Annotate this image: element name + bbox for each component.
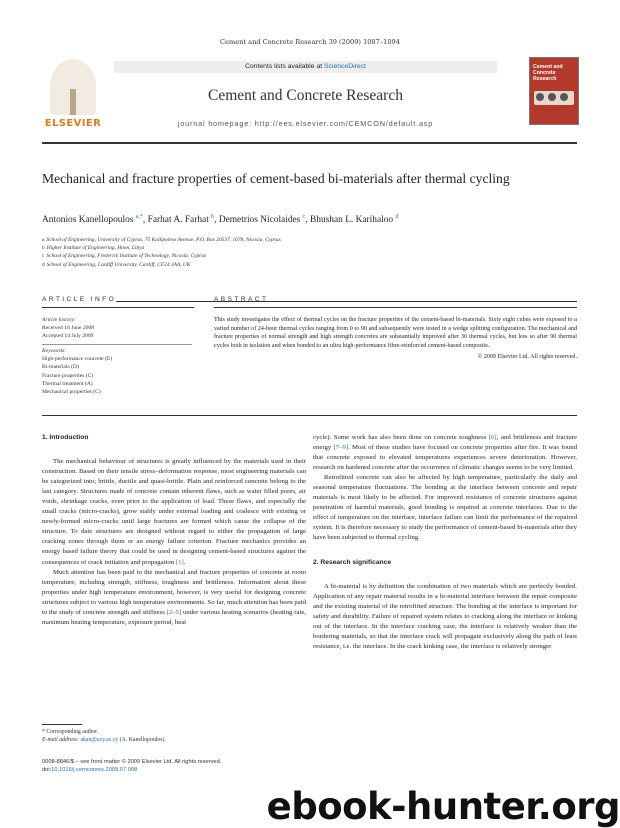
publication-info <box>42 758 342 774</box>
citation-link[interactable]: [6] <box>488 434 497 441</box>
paragraph-text: cycle). Some work has also been done on concrete toughness <box>313 434 489 441</box>
section-heading: 1. Introduction <box>42 434 89 441</box>
affiliation-sup: a <box>42 237 45 243</box>
email-label: E-mail address: <box>42 737 81 743</box>
keyword-item: Bi-materials (D) <box>42 364 79 371</box>
author-list <box>42 214 577 225</box>
author-sup[interactable]: a,* <box>135 214 143 220</box>
article-info <box>42 316 192 396</box>
section-heading: 2. Research significance <box>313 558 392 566</box>
accepted-date: Accepted 14 July 2009 <box>42 333 94 340</box>
body-rule <box>42 415 577 416</box>
cover-dots-icon <box>536 93 544 101</box>
author-name[interactable]: , Demetrios Nicolaides <box>214 215 303 226</box>
copyright: © 2009 Elsevier Ltd. All rights reserved. <box>477 354 577 360</box>
info-sub-rule <box>42 307 194 308</box>
affiliation-item <box>42 252 577 260</box>
email-link[interactable]: akan@ucy.ac.cy <box>80 737 119 743</box>
affiliation-sup: b <box>42 245 45 252</box>
sciencedirect-link[interactable]: ScienceDirect <box>324 63 366 70</box>
header-rule <box>42 142 577 144</box>
abstract-heading: ABSTRACT <box>214 296 269 303</box>
author-name[interactable]: , Bhushan L. Karihaloo <box>305 215 396 226</box>
keywords-divider <box>42 344 192 345</box>
keywords-label: Keywords: <box>42 348 67 355</box>
author-sup[interactable]: d <box>395 214 399 220</box>
paragraph-text: , and brittleness and fracture energy <box>313 434 578 452</box>
elsevier-logo[interactable] <box>42 57 104 135</box>
author-sup[interactable]: b <box>211 214 215 220</box>
issn-line: 0008-8846/$ – see front matter © 2009 Elsevier Ltd. All rights reserved. <box>42 759 222 765</box>
affiliation-item <box>42 244 577 252</box>
doi-link[interactable]: 10.1016/j.cemconres.2009.07.008 <box>51 767 138 773</box>
keyword-item: Fracture properties (C) <box>42 372 94 379</box>
corresponding-author: * Corresponding author. <box>42 729 99 735</box>
article-title: Mechanical and fracture properties of cement-based bi-materials after thermal cycling <box>42 171 510 186</box>
affiliation-item <box>42 261 577 269</box>
citation-link[interactable]: [1] <box>175 558 184 566</box>
affiliation-text: School of Engineering, Cardiff University, Cardiff, CF24 3AA, UK <box>46 261 191 268</box>
journal-header <box>42 57 577 139</box>
footnote-rule <box>42 724 82 725</box>
publisher-name: ELSEVIER <box>44 118 102 129</box>
affiliation-item <box>42 236 577 244</box>
journal-homepage-link[interactable]: journal homepage: http://ees.elsevier.com/CEMCON/default.asp <box>177 119 434 128</box>
doi-line <box>42 766 342 774</box>
keyword-item: Thermal treatment (A) <box>42 380 93 387</box>
running-head: Cement and Concrete Research 39 (2009) 1087–1094 <box>220 38 400 46</box>
contents-band <box>114 61 497 73</box>
affiliation-text: Higher Institute of Engineering, Hoon, Libya <box>46 245 145 252</box>
affiliation-text: School of Engineering, Frederick Institute of Technology, Nicosia, Cyprus <box>46 253 207 260</box>
watermark: ebook-hunter.org <box>266 785 620 828</box>
email-line <box>42 736 292 744</box>
paragraph-text: Much attention has been paid to the mechanical and fracture properties of concrete at room temperature, including strength, stiffness, toughness and brittleness. Information about these properties under high temperature environment, however, is very useful for designing concrete structures subject to various high temperature environments. So far, much attention has been paid to the study of concrete strength and stiffness <box>42 568 306 616</box>
info-rule <box>42 301 577 302</box>
paragraph: A bi-material is by definition the combination of two materials which are perfectly bonded. Application of any repair material results in a bi-material interface between the repair composite and the existing material of the retrofitted structure. The bonding at the interface is important for safety and durability. Failure of repaired system relates to cracking along the interface or kinking out of the interface. In the interface cracking case, the interface is relatively weaker than the bordering materials, so that the interface crack will propagate exclusively along the path of least resistance, i.e. the interface. In the crack kinking case, the interface is relatively stronger <box>313 582 577 650</box>
tree-icon <box>50 59 96 115</box>
abstract-text: This study investigates the effect of thermal cycles on the fracture properties of the cement-based bi-materials. Sixty eight cubes were exposed to a varied number of 24-hour thermal cycles ranging from 0 to 90 and subsequently were tested in a wedge splitting configuration. The mechanical and fracture properties of normal strength and high strength concretes are substantially improved after 30 thermal cycles, but less so after 90 thermal cycles both in isolation and when bonded to an ultra high-performance fibre-reinforced cement-based composite. <box>214 317 577 349</box>
affiliation-sup: c <box>42 253 45 260</box>
history-label: Article history: <box>42 317 77 323</box>
keyword-item: High-performance concrete (E) <box>42 356 113 363</box>
citation-link[interactable]: [7–9] <box>333 444 349 452</box>
affiliations <box>42 236 577 269</box>
received-date: Received 16 June 2008 <box>42 325 95 332</box>
cover-title: Cement and Concrete Research <box>533 64 563 82</box>
paragraph: The mechanical behaviour of structures is greatly influenced by the materials used in their construction. Based on their tensile stress–deformation response, most engineering materials can be categorized into; brittle, ductile and quasi-brittle. Plain and reinforced concrete belong to the last category. Structures made of concrete contain inherent flaws, such as water filled pores, air voids, shrinkage cracks, even prior to the application of load. These flaws, and especially the small cracks (micro-cracks), grow stably under external loading and coalesce with existing or newly-formed micro-cracks until large fractures are formed which cause the collapse of the structure. To date structures are designed without regard to either the propagation of large cracking zones through them or an energy failure criterion. Fracture mechanics provides an energy based failure theory that could be used in designing cement-based structures against the consequences of crack initiation and propagation [1]. <box>42 458 306 566</box>
abstract <box>214 316 577 362</box>
paragraph-text: The mechanical behaviour of structures is greatly influenced by the materials used in their construction. Based on their tensile stress–deformation response, most engineering materials can be categorized into; brittle, ductile and quasi-brittle. Plain and reinforced concrete belong to the last category. Structures made of concrete contain inherent flaws, such as water filled pores, air voids, shrinkage cracks, even prior to the application of load. These flaws, and especially the small cracks (micro-cracks), grow stably under external loading and coalesce with existing or newly-formed micro-cracks until large fractures are formed which cause the collapse of the structure. To date structures are designed without regard to either the propagation of large cracking zones through them or an energy failure criterion. Fracture mechanics provides an energy based failure theory that could be used in designing cement-based structures against the consequences of crack initiation and propagation <box>42 458 306 566</box>
author-sup[interactable]: c <box>302 214 306 220</box>
abstract-sub-rule <box>214 307 577 308</box>
keyword-item: Mechanical properties (C) <box>42 388 101 395</box>
contents-prefix: Contents lists available at <box>245 63 325 70</box>
author-name[interactable]: , Farhat A. Farhat <box>142 215 212 226</box>
affiliation-text: School of Engineering, University of Cyprus, 75 Kallipoleos Avenue, P.O. Box 20537, 1678, Nicosia, Cyprus <box>46 237 281 243</box>
author-name[interactable]: Antonios Kanellopoulos <box>42 215 136 226</box>
doi-label: doi: <box>42 767 52 773</box>
paragraph <box>313 433 577 473</box>
paragraph <box>42 568 306 628</box>
body-column-right <box>313 433 577 652</box>
citation-link[interactable]: [2–5] <box>166 608 182 616</box>
affiliation-sup: d <box>42 261 45 268</box>
journal-title: Cement and Concrete Research <box>208 87 403 104</box>
journal-cover-thumbnail[interactable] <box>529 57 579 125</box>
footnote <box>42 728 292 744</box>
paragraph-text: under various heating scenarios (heating rate, maximum heating temperature, exposure period, heat <box>42 608 306 626</box>
email-suffix: (A. Kanellopoulos). <box>118 737 166 743</box>
paragraph-text: . Most of these studies have focused on concrete properties after fire. It was found that concrete exposed to elevated temperatures experiences severe deterioration. However, research on hardened concrete after the occurrence of climatic changes seems to be very limited. <box>313 444 577 472</box>
paragraph: Retrofitted concrete can also be affected by high temperature, particularly the daily and seasonal temperature fluctuations. The bonding at the interface between concrete and repair materials is most likely to be affected. For improved resistance of concrete structures against penetration of harmful materials, good bonding is required at concrete interfaces. Due to the effect of temperature on the interface, interface failure can limit the performance of the repaired system. It is therefore necessary to study the performance of cement-based bi-materials after they have been subjected to thermal cycling. <box>313 474 577 542</box>
article-info-heading: ARTICLE INFO <box>42 296 117 303</box>
body-column-left <box>42 433 306 628</box>
